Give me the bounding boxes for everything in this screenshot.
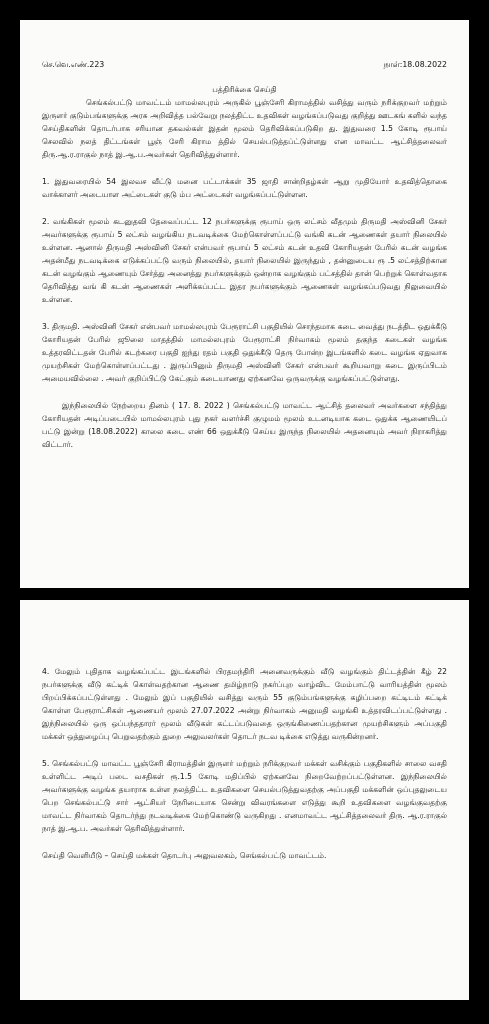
intro-paragraph: செங்கல்பட்டு மாவட்டம் மாமல்லபுரம் அருகில் பூஞ்சேரி கிராமத்தில் வசித்து வரும் நரிக்குறவர் மற்றும் இருளர் குடும்பங்களுக்கு அரசு அறிவித்த பல்வேறு நலத்திட்ட உதவிகள் வழங்கப்படுவது குறித்து ஊடகங் களில் வந்த செய்திகளின் தொடர்பாக சரியான தகவல்கள் இதன் மூலம் தெரிவிக்கப்படுகிற து. இதுவரை 1.5 கோடி ரூபாய் செலவில் நலத் திட்டங்கள் பூஞ் சேரி கிராம த்தில் செயல்படுத்தப்ட்டுள்ளது என மாவட்ட ஆட்சித்தலைவர் திரு.ஆ.ர.ராகுல் நாத் இ.ஆ.ப.அவர்கள் தெரிவித்துள்ளார். xyxy=(42,98,447,159)
document-heading: பத்திரிக்கை செய்தி xyxy=(212,85,277,94)
reference-number: செ.வெ.எண்.223 xyxy=(42,60,105,69)
press-release-page-1 xyxy=(20,20,469,588)
paragraph-4: 4. மேலும் புதிதாக வழங்கப்பட்ட இடங்களில் பிரதமந்திரி அனைவருக்கும் வீடு வழங்கும் திட்டத்தின் கீழ் 22 நபர்களுக்கு வீடு கட்டிக் கொள்வதற்கான ஆணை தமிழ்நாடு நகர்ப்புற வாழ்விட மேம்பாட்டு வாரியத்தின் மூலம் பிறப்பிக்கப்பட்டுள்ளது . மேலும் இப் பகுதியில் வசித்து வரும் 55 குடும்பங்களுக்கு கழிப்பறை கட்டிடம் கட்டிக் கொள்ள பேரூராட்சிகள் ஆணையர் மூலம் 27.07.2022 அன்று நிர்வாகம் அனுமதி வழங்கி உத்தரவிடப்பட்டுள்ளது . இந்நிலையில் ஒரு ஒப்பந்ததாரர் மூலம் வீடுகள் கட்டப்படுவதை ஒருங்கிணைப்பதற்கான முயற்சிகளும் அப்பகுதி மக்கள் ஒத்துழைப்பு பெறுவதற்கும் துறை அலுவலர்கள் தொடர் நடவ டிக்கை எடுத்து வருகின்றனர். xyxy=(42,667,447,741)
reference-row xyxy=(42,58,447,71)
paragraph-1: 1. இதுவரையில் 54 இலவச வீட்டு மனை பட்டாக்கள் 35 ஜாதி சான்றிதழ்கள் ஆறு முதியோர் உதவித்தொகை வாக்காளர் அடையாள அட்டைகள் குடு ம்ப அட்டைகள் வழங்கப்பட்டுள்ளன. xyxy=(42,177,447,199)
paragraph-2: 2. வங்கிகள் மூலம் கடனுதவி தேவைப்பட்ட 12 நபர்களுக்கு ரூபாய் ஒரு லட்சம் வீதமும் திருமதி அஸ்வினி சேகர் அவர்களுக்கு ரூபாய் 5 லட்சம் வழங்கிய நடவடிக்கை மேற்கொள்ளப்பட்டு வங்கி கடன் ஆணைகள் தயார் நிலையில் உள்ளன. ஆனால் திருமதி அஸ்வினி சேகர் என்பவர் ரூபாய் 5 லட்சம் கடன் உதவி கோரியதன் பேரில் கடன் வழங்க அதன்மீது நடவடிக்கை எடுக்கப்பட்டு வரும் நிலையில், தயார் நிலையில் இருந்தும் , தன்னுடைய ரூ .5 லட்சத்திற்கான கடன் வழங்கும் ஆணையும் சேர்த்து அனைத்து நபர்களுக்கும் ஒன்றாக வழங்கும் பட்சத்தில் தான் பெற்றுக் கொள்வதாக தெரிவித்து வங் கி கடன் ஆணைகள் அளிக்கப்பட்ட இதர நபர்களுக்கும் ஆணைகள் வழங்கப்படுவது நிலுவையில் உள்ளன. xyxy=(42,217,447,304)
paragraph-5: 5. செங்கல்பட்டு மாவட்ட பூஞ்சேரி கிராமத்தின் இருளர் மற்றும் நரிக்குறவர் மக்கள் வசிக்கும் பகுதிகளில் சாலை வசதி உள்ளிட்ட அடிப் படை வசதிகள் ரூ.1.5 கோடி மதிப்பில் ஏற்கனவே நிறைவேற்றப்பட்டுள்ளன. இந்நிலையில் அவர்களுக்கு வழங்க தயாராக உள்ள நலத்திட்ட உதவிகளை செயல்படுத்துவதற்கு அப்பகுதி மக்களின் ஒப்புதலுடைய பெற செங்கல்பட்டு சார் ஆட்சியர் நேரிடையாக சென்று விவரங்களை எடுத்து கூறி உதவிகளை வழங்குவதற்கு மாவட்ட நிர்வாகம் தொடர்ந்து நடவடிக்கை மேற்கொண்டு வருகிறது . எனமாவட்ட ஆட்சித்தலைவர் திரு. ஆ.ர.ராகுல் நாத் இ.ஆ.ப. அவர்கள் தெரிவித்துள்ளார். xyxy=(42,759,447,833)
release-footer: செய்தி வெளியீடு – செய்தி மக்கள் தொடர்பு அலுவலகம், செங்கல்பட்டு மாவட்டம். xyxy=(42,851,327,860)
paragraph-3-continued: இந்நிலையில் நேற்றைய தினம் ( 17. 8. 2022 ) செங்கல்பட்டு மாவட்ட ஆட்சித் தலைவர் அவர்களை சந்தித்து கோரியதன் அடிப்படையில் மாமல்லபுரம் புது நகர் வளர்ச்சி குழுமம் மூலம் உடனடியாக கடை ஒதுக்க ஆணையிடப் பட்டு இன்று (18.08.2022) காலை கடை எண் 66 ஒதுக்கீடு செய்ய இருந்த நிலையில் அதனையும் அவர் நிராகரித்து விட்டார். xyxy=(42,401,447,449)
paragraph-3: 3. திருமதி. அஸ்வினி சேகர் என்பவர் மாமல்லபுரம் பேரூராட்சி பகுதியில் சொந்தமாக கடை வைத்து நடத்திட ஒதுக்கீடு கோரியதன் பேரில் ஜூலை மாதத்தில் மாமல்லபுரம் பேரூராட்சி நிர்வாகம் மூலம் தகுந்த கடைகள் வழங்க உத்தரவிட்டதன் பேரில் கடற்கரை பகுதி ஐந்து ரதம் பகுதி ஒதுக்கீடு தெரு போன்ற இடங்களில் கடை வழங்க ஏதுவாக முயற்சிகள் மேற்கொள்ளப்பட்டது . இருப்பினும் திருமதி அஸ்வினி சேகர் என்பவர் கூறியவாறு கடை இருப்பிடம் அமையவில்லை . அவர் குறிப்பிட்டு கேட்கும் கடையாணது ஏற்கனவே ஒருவருக்கு வழங்கப்பட்டுள்ளது. xyxy=(42,322,447,383)
release-date: நாள்:18.08.2022 xyxy=(383,60,447,69)
press-release-page-2 xyxy=(20,600,469,1000)
